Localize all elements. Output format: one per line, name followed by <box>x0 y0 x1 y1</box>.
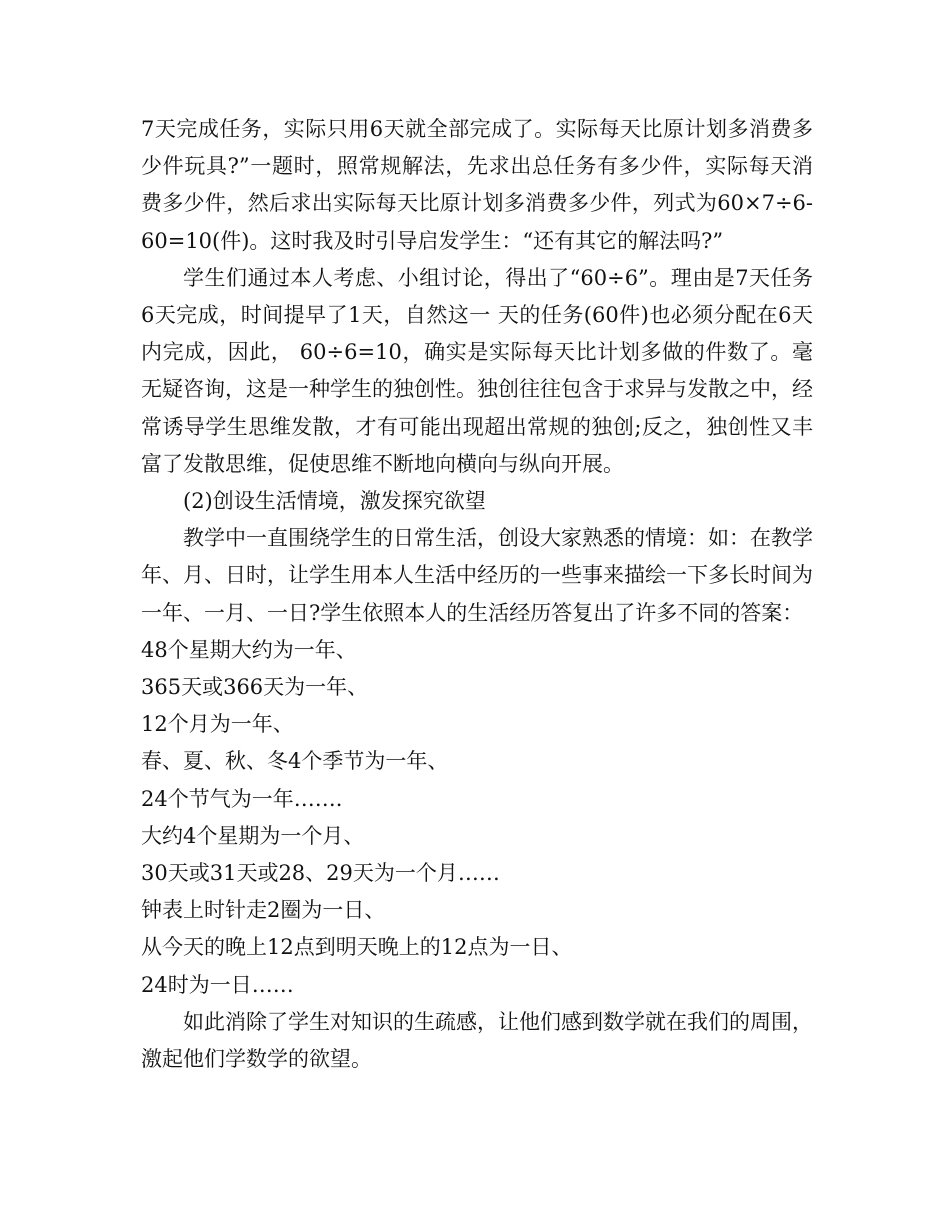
answer-item: 12个月为一年、 <box>141 712 294 737</box>
paragraph-teaching-context: 教学中一直围绕学生的日常生活，创设大家熟悉的情境：如：在教学年、月、日时，让学生用本人生活中经历的一些事来描绘一下多长时间为一年、一月、一日?学生依照本人的生活经历答复出了许多不同的答案： <box>141 526 813 625</box>
document-body <box>141 111 813 1078</box>
answer-item: 24时为一日…… <box>141 972 294 997</box>
answer-item: 钟表上时针走2圈为一日、 <box>141 898 386 923</box>
section-heading-life-situation: (2)创设生活情境，激发探究欲望 <box>183 489 486 514</box>
answer-item: 30天或31天或28、29天为一个月…… <box>141 861 500 886</box>
answer-item: 48个星期大约为一年、 <box>141 637 357 662</box>
answer-item: 春、夏、秋、冬4个季节为一年、 <box>141 749 449 774</box>
answer-list <box>141 632 813 1004</box>
paragraph-word-problem-continued: 7天完成任务，实际只用6天就全部完成了。实际每天比原计划多消费多少件玩具?”一题时，照常规解法，先求出总任务有多少件，实际每天消费多少件，然后求出实际每天比原计划多消费多少件，列式为60×7÷6-60=10(件)。这时我及时引导启发学生：“还有其它的解法吗?” <box>141 117 813 253</box>
paragraph-student-solution: 学生们通过本人考虑、小组讨论，得出了“60÷6”。理由是7天任务6天完成，时间提早了1天，自然这一 天的任务(60件)也必须分配在6天内完成，因此， 60÷6=10，确实是实际每天比计划多做的件数了。毫无疑咨询，这是一种学生的独创性。独创往往包含于求异与发散之中，经常诱导学生思维发散，才有可能出现超出常规的独创;反之，独创性又丰富了发散思维，促使思维不断地向横向与纵向开展。 <box>141 265 813 476</box>
answer-item: 从今天的晚上12点到明天晚上的12点为一日、 <box>141 935 573 960</box>
paragraph-closing: 如此消除了学生对知识的生疏感，让他们感到数学就在我们的周围，激起他们学数学的欲望。 <box>141 1009 813 1072</box>
answer-item: 365天或366天为一年、 <box>141 675 369 700</box>
answer-item: 24个节气为一年……. <box>141 786 343 811</box>
answer-item: 大约4个星期为一个月、 <box>141 823 365 848</box>
